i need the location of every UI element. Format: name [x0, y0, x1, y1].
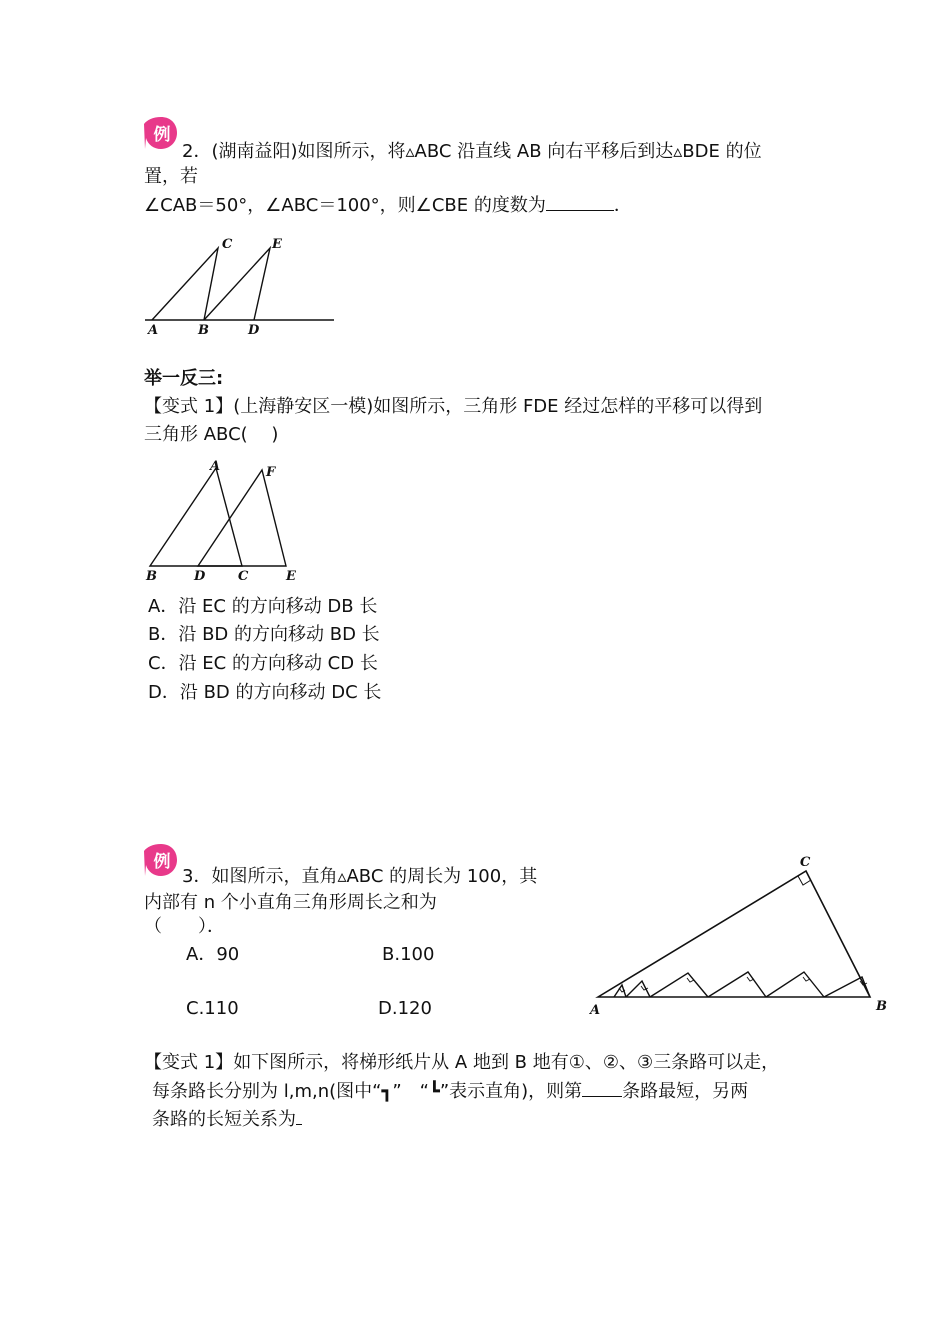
example2-line2: 置，若: [144, 166, 198, 187]
label-B: B: [146, 569, 157, 584]
label-C: C: [238, 569, 249, 584]
figure-fde-abc: [140, 458, 310, 586]
example3-line2: 内部有 n 个小直角三角形周长之和为: [144, 892, 437, 913]
option-d: D．沿 BD 的方向移动 DC 长: [148, 682, 382, 703]
small-triangles: [614, 972, 870, 997]
variant2-line1: 【变式 1】如下图所示，将梯形纸片从 A 地到 B 地有①、②、③三条路可以走，: [144, 1052, 780, 1073]
label-B: B: [876, 999, 887, 1014]
badge-label: 例: [153, 852, 171, 872]
right-angle-symbol-2: ┗: [428, 1081, 440, 1102]
label-E: E: [286, 569, 296, 584]
label-F: F: [266, 465, 276, 480]
example2-line3: ∠CAB＝50°，∠ABC＝100°，则∠CBE 的度数为 ．: [144, 192, 632, 219]
answer-blank: [296, 1106, 302, 1125]
triangle-abc: [598, 871, 870, 997]
example3-option-b: B.100: [382, 944, 435, 965]
variant1-line2: 三角形 ABC( ): [144, 424, 279, 445]
label-A: A: [210, 459, 221, 474]
label-C: C: [800, 855, 811, 870]
variant2-line2: 每条路长分别为 l,m,n(图中“┓” “┗”表示直角)，则第 条路最短，另两: [152, 1078, 748, 1105]
example3-option-a: A．90: [186, 944, 240, 965]
label-E: E: [272, 237, 282, 252]
figure-translation-triangles: [140, 230, 340, 340]
label-B: B: [198, 323, 209, 338]
triangle-abc: [150, 468, 242, 566]
example-badge-icon: [144, 116, 178, 150]
label-C: C: [222, 237, 233, 252]
example-badge-icon: [144, 843, 178, 877]
triangle-fde: [198, 470, 286, 566]
option-a: A．沿 EC 的方向移动 DB 长: [148, 596, 378, 617]
practice-heading: 举一反三:: [144, 368, 224, 389]
example3-option-d: D.120: [378, 998, 432, 1019]
label-A: A: [590, 1003, 601, 1018]
label-D: D: [248, 323, 260, 338]
option-c: C．沿 EC 的方向移动 CD 长: [148, 653, 378, 674]
example3-option-c: C.110: [186, 998, 239, 1019]
example2-line1: 2．(湖南益阳)如图所示，将▵ABC 沿直线 AB 向右平移后到达▵BDE 的位: [182, 141, 762, 162]
label-D: D: [194, 569, 206, 584]
badge-label: 例: [153, 125, 171, 145]
label-A: A: [148, 323, 159, 338]
answer-blank: [546, 192, 614, 211]
figure-right-triangle-staircase: [586, 850, 896, 1020]
right-angle-symbol-1: ┓: [381, 1081, 393, 1102]
option-b: B．沿 BD 的方向移动 BD 长: [148, 624, 380, 645]
variant2-line3: 条路的长短关系为: [152, 1106, 302, 1133]
answer-blank: [582, 1078, 622, 1097]
example3-line3: （ ）．: [144, 916, 225, 937]
triangle-abc: [152, 248, 218, 320]
triangle-bde: [204, 248, 270, 320]
example3-line1: 3．如图所示，直角▵ABC 的周长为 100，其: [182, 866, 538, 887]
variant1-line1: 【变式 1】(上海静安区一模)如图所示，三角形 FDE 经过怎样的平移可以得到: [144, 396, 763, 417]
